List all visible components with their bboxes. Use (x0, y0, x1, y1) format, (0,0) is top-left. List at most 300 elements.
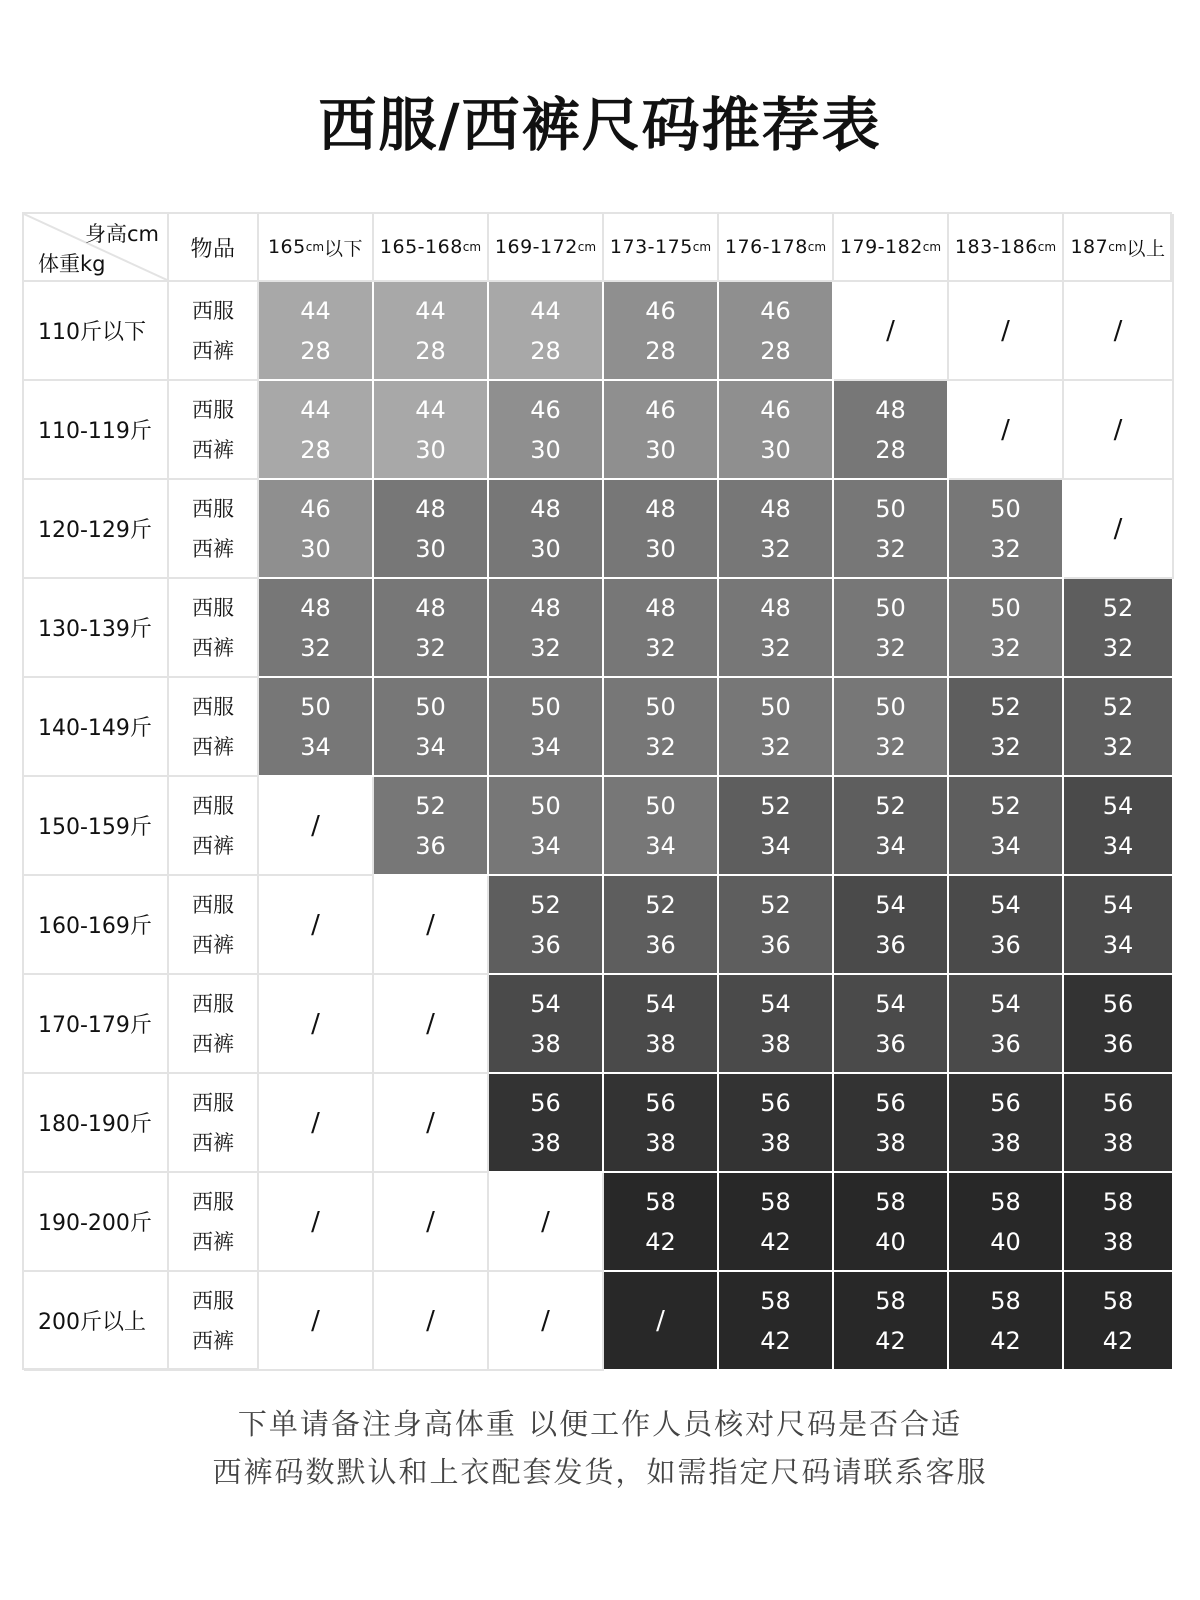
height-column-header (949, 214, 1064, 282)
suit-size: 50 (415, 692, 446, 721)
trousers-size: 38 (530, 1128, 561, 1157)
height-column-header (719, 214, 834, 282)
size-table (22, 212, 1172, 1370)
item-labels (169, 480, 259, 579)
height-range: 187 (1070, 236, 1109, 258)
size-table-grid (22, 212, 1172, 1370)
weight-range-label: 140-149斤 (24, 678, 169, 777)
item-labels (169, 678, 259, 777)
trousers-size: 34 (530, 831, 561, 860)
height-range-suffix: 以上 (1126, 237, 1166, 260)
shipping-note: 西裤码数默认和上衣配套发货，如需指定尺码请联系客服 (212, 1455, 988, 1489)
size-cell (604, 876, 719, 975)
trousers-size: 38 (875, 1128, 906, 1157)
trousers-size: 32 (990, 633, 1021, 662)
size-cell (604, 1173, 719, 1272)
trousers-size: 42 (990, 1326, 1021, 1355)
size-cell (834, 876, 949, 975)
size-cell (489, 579, 604, 678)
unavailable-mark: / (426, 909, 435, 940)
suit-size: 56 (645, 1088, 676, 1117)
unavailable-mark: / (541, 1305, 550, 1336)
size-cell (719, 777, 834, 876)
trousers-size: 30 (530, 534, 561, 563)
height-column-header (834, 214, 949, 282)
item-labels (169, 1173, 259, 1272)
height-range: 176-178 (724, 236, 808, 258)
trousers-size: 32 (1102, 732, 1134, 761)
trousers-size: 32 (645, 732, 676, 761)
trousers-size: 42 (760, 1227, 791, 1256)
trousers-label: 西裤 (192, 1130, 234, 1155)
height-unit: cm (807, 240, 827, 254)
trousers-size: 32 (875, 534, 906, 563)
trousers-size: 28 (530, 336, 561, 365)
size-cell (489, 480, 604, 579)
unavailable-mark: / (656, 1305, 665, 1336)
size-cell (834, 975, 949, 1074)
size-cell (834, 777, 949, 876)
size-cell (834, 480, 949, 579)
size-cell (489, 282, 604, 381)
suit-size: 50 (875, 593, 906, 622)
trousers-label: 西裤 (192, 338, 234, 363)
weight-axis-label: 体重kg (38, 252, 106, 276)
trousers-size: 30 (530, 435, 561, 464)
item-labels (169, 1074, 259, 1173)
trousers-size: 28 (645, 336, 676, 365)
height-unit: cm (1037, 240, 1057, 254)
suit-size: 56 (1102, 989, 1134, 1018)
height-range: 165-168 (379, 236, 463, 258)
suit-size: 58 (1102, 1187, 1134, 1216)
trousers-size: 34 (645, 831, 676, 860)
size-cell-unavailable (604, 1272, 719, 1371)
suit-size: 54 (875, 989, 906, 1018)
suit-size: 48 (875, 395, 906, 424)
suit-size: 50 (990, 593, 1021, 622)
unavailable-mark: / (1113, 414, 1123, 445)
size-cell (604, 480, 719, 579)
height-unit: cm (922, 240, 942, 254)
size-cell-unavailable (374, 1272, 489, 1371)
weight-range-label: 130-139斤 (24, 579, 169, 678)
trousers-size: 34 (1102, 930, 1134, 959)
suit-size: 44 (415, 395, 446, 424)
size-cell (489, 777, 604, 876)
size-cell-unavailable (489, 1272, 604, 1371)
suit-size: 50 (530, 791, 561, 820)
suit-size: 58 (875, 1286, 906, 1315)
height-range: 169-172 (494, 236, 578, 258)
suit-size: 46 (300, 494, 331, 523)
size-cell (259, 480, 374, 579)
item-labels (169, 777, 259, 876)
size-cell (604, 678, 719, 777)
size-cell (374, 480, 489, 579)
size-cell (1064, 678, 1174, 777)
weight-range-label: 150-159斤 (24, 777, 169, 876)
suit-label: 西服 (192, 1288, 234, 1313)
trousers-size: 38 (530, 1029, 561, 1058)
size-cell (834, 1074, 949, 1173)
trousers-size: 36 (415, 831, 446, 860)
suit-size: 56 (760, 1088, 791, 1117)
trousers-size: 36 (760, 930, 791, 959)
suit-size: 58 (760, 1286, 791, 1315)
height-unit: cm (305, 240, 325, 254)
height-range: 165 (267, 236, 306, 258)
unavailable-mark: / (426, 1305, 435, 1336)
trousers-label: 西裤 (192, 635, 234, 660)
size-cell (719, 975, 834, 1074)
size-cell-unavailable (259, 1173, 374, 1272)
item-labels (169, 876, 259, 975)
suit-size: 58 (990, 1187, 1021, 1216)
size-cell (604, 1074, 719, 1173)
weight-range-label: 200斤以上 (24, 1272, 169, 1371)
trousers-size: 34 (1102, 831, 1134, 860)
suit-size: 56 (1102, 1088, 1134, 1117)
suit-size: 50 (300, 692, 331, 721)
suit-size: 50 (760, 692, 791, 721)
size-cell (834, 381, 949, 480)
size-cell (949, 1173, 1064, 1272)
trousers-size: 36 (1102, 1029, 1134, 1058)
trousers-size: 30 (645, 435, 676, 464)
suit-size: 52 (760, 890, 791, 919)
suit-label: 西服 (192, 496, 234, 521)
trousers-size: 32 (875, 732, 906, 761)
suit-label: 西服 (192, 298, 234, 323)
suit-size: 52 (760, 791, 791, 820)
trousers-size: 32 (645, 633, 676, 662)
trousers-size: 36 (530, 930, 561, 959)
trousers-size: 32 (990, 732, 1021, 761)
size-cell (1064, 1074, 1174, 1173)
suit-label: 西服 (192, 1189, 234, 1214)
size-cell (604, 282, 719, 381)
trousers-size: 32 (530, 633, 561, 662)
trousers-size: 28 (875, 435, 906, 464)
trousers-size: 32 (760, 732, 791, 761)
size-cell (1064, 1173, 1174, 1272)
item-labels (169, 1272, 259, 1371)
suit-size: 54 (990, 989, 1021, 1018)
size-cell (719, 678, 834, 777)
suit-size: 50 (875, 494, 906, 523)
suit-size: 54 (990, 890, 1021, 919)
trousers-size: 30 (300, 534, 331, 563)
trousers-size: 42 (875, 1326, 906, 1355)
size-cell (949, 1272, 1064, 1371)
suit-size: 58 (990, 1286, 1021, 1315)
suit-size: 50 (530, 692, 561, 721)
height-unit: cm (692, 240, 712, 254)
unavailable-mark: / (311, 1305, 320, 1336)
unavailable-mark: / (311, 1206, 320, 1237)
suit-label: 西服 (192, 1090, 234, 1115)
size-cell (604, 381, 719, 480)
suit-size: 48 (530, 593, 561, 622)
trousers-label: 西裤 (192, 833, 234, 858)
trousers-label: 西裤 (192, 1328, 234, 1353)
unavailable-mark: / (1001, 315, 1010, 346)
trousers-label: 西裤 (192, 734, 234, 759)
size-cell-unavailable (374, 975, 489, 1074)
unavailable-mark: / (311, 909, 320, 940)
suit-size: 46 (760, 395, 791, 424)
suit-size: 48 (415, 593, 446, 622)
trousers-label: 西裤 (192, 932, 234, 957)
size-cell (949, 876, 1064, 975)
item-labels (169, 282, 259, 381)
size-cell-unavailable (834, 282, 949, 381)
height-axis-label: 身高cm (84, 222, 159, 246)
suit-label: 西服 (192, 595, 234, 620)
size-cell (949, 579, 1064, 678)
height-unit: cm (1108, 240, 1127, 254)
suit-size: 52 (415, 791, 446, 820)
suit-size: 56 (875, 1088, 906, 1117)
trousers-size: 36 (875, 1029, 906, 1058)
trousers-size: 32 (760, 534, 791, 563)
suit-size: 44 (530, 296, 561, 325)
size-cell (719, 579, 834, 678)
trousers-size: 32 (300, 633, 331, 662)
trousers-label: 西裤 (192, 1229, 234, 1254)
size-cell (719, 1173, 834, 1272)
size-cell (259, 678, 374, 777)
trousers-size: 38 (645, 1128, 676, 1157)
size-cell (949, 1074, 1064, 1173)
size-cell (374, 777, 489, 876)
suit-label: 西服 (192, 892, 234, 917)
suit-size: 48 (760, 593, 791, 622)
height-unit: cm (462, 240, 482, 254)
size-cell (834, 579, 949, 678)
height-column-header (374, 214, 489, 282)
size-cell-unavailable (259, 1074, 374, 1173)
suit-size: 52 (875, 791, 906, 820)
suit-size: 54 (875, 890, 906, 919)
weight-range-label: 170-179斤 (24, 975, 169, 1074)
size-cell-unavailable (949, 282, 1064, 381)
suit-size: 58 (645, 1187, 676, 1216)
suit-label: 西服 (192, 694, 234, 719)
suit-size: 54 (530, 989, 561, 1018)
trousers-size: 30 (415, 534, 446, 563)
size-cell (949, 975, 1064, 1074)
unavailable-mark: / (426, 1008, 435, 1039)
order-note: 下单请备注身高体重 以便工作人员核对尺码是否合适 (237, 1407, 963, 1441)
suit-size: 46 (645, 296, 676, 325)
size-cell (719, 1074, 834, 1173)
suit-size: 48 (645, 593, 676, 622)
trousers-size: 30 (415, 435, 446, 464)
size-cell-unavailable (259, 876, 374, 975)
suit-size: 58 (1102, 1286, 1134, 1315)
trousers-size: 40 (990, 1227, 1021, 1256)
trousers-size: 42 (645, 1227, 676, 1256)
trousers-size: 28 (760, 336, 791, 365)
size-cell (489, 876, 604, 975)
item-column-header: 物品 (169, 214, 259, 282)
suit-label: 西服 (192, 397, 234, 422)
trousers-size: 40 (875, 1227, 906, 1256)
size-cell (719, 876, 834, 975)
size-cell (374, 282, 489, 381)
suit-size: 56 (530, 1088, 561, 1117)
height-column-header (259, 214, 374, 282)
size-cell-unavailable (949, 381, 1064, 480)
size-cell-unavailable (489, 1173, 604, 1272)
height-range: 173-175 (609, 236, 693, 258)
suit-size: 46 (760, 296, 791, 325)
trousers-size: 36 (990, 1029, 1021, 1058)
suit-size: 48 (300, 593, 331, 622)
size-cell-unavailable (259, 777, 374, 876)
suit-size: 48 (760, 494, 791, 523)
weight-range-label: 160-169斤 (24, 876, 169, 975)
size-cell (374, 678, 489, 777)
size-cell (489, 381, 604, 480)
unavailable-mark: / (426, 1206, 435, 1237)
trousers-size: 32 (990, 534, 1021, 563)
suit-size: 54 (645, 989, 676, 1018)
trousers-label: 西裤 (192, 437, 234, 462)
unavailable-mark: / (1001, 414, 1010, 445)
suit-size: 56 (990, 1088, 1021, 1117)
trousers-size: 36 (990, 930, 1021, 959)
trousers-size: 32 (415, 633, 446, 662)
suit-size: 58 (875, 1187, 906, 1216)
suit-size: 52 (1102, 593, 1134, 622)
height-range: 179-182 (839, 236, 923, 258)
size-cell (1064, 975, 1174, 1074)
trousers-size: 28 (415, 336, 446, 365)
trousers-label: 西裤 (192, 536, 234, 561)
unavailable-mark: / (1113, 315, 1123, 346)
size-cell (1064, 1272, 1174, 1371)
size-cell (604, 975, 719, 1074)
suit-size: 48 (645, 494, 676, 523)
suit-label: 西服 (192, 793, 234, 818)
trousers-size: 38 (760, 1029, 791, 1058)
height-range: 183-186 (954, 236, 1038, 258)
size-cell (489, 975, 604, 1074)
suit-label: 西服 (192, 991, 234, 1016)
size-cell (949, 678, 1064, 777)
trousers-size: 34 (300, 732, 331, 761)
size-cell (1064, 876, 1174, 975)
suit-size: 48 (415, 494, 446, 523)
suit-size: 52 (530, 890, 561, 919)
size-cell (489, 678, 604, 777)
size-cell-unavailable (259, 1272, 374, 1371)
size-cell (719, 480, 834, 579)
trousers-size: 36 (875, 930, 906, 959)
trousers-size: 42 (760, 1326, 791, 1355)
trousers-size: 38 (1102, 1227, 1134, 1256)
height-column-header (489, 214, 604, 282)
suit-size: 52 (990, 692, 1021, 721)
size-cell (949, 777, 1064, 876)
size-cell (259, 579, 374, 678)
suit-size: 48 (530, 494, 561, 523)
size-cell (374, 579, 489, 678)
unavailable-mark: / (311, 1107, 320, 1138)
size-cell-unavailable (374, 1173, 489, 1272)
trousers-size: 32 (875, 633, 906, 662)
suit-size: 46 (530, 395, 561, 424)
suit-size: 50 (645, 791, 676, 820)
unavailable-mark: / (1113, 513, 1123, 544)
height-range-suffix: 以下 (324, 237, 364, 260)
size-cell (834, 678, 949, 777)
unavailable-mark: / (311, 810, 320, 841)
weight-range-label: 190-200斤 (24, 1173, 169, 1272)
item-labels (169, 975, 259, 1074)
weight-range-label: 110-119斤 (24, 381, 169, 480)
weight-range-label: 110斤以下 (24, 282, 169, 381)
size-cell-unavailable (1064, 282, 1174, 381)
size-cell (604, 777, 719, 876)
unavailable-mark: / (541, 1206, 550, 1237)
trousers-size: 36 (645, 930, 676, 959)
item-labels (169, 579, 259, 678)
suit-size: 50 (645, 692, 676, 721)
suit-size: 54 (1102, 890, 1134, 919)
trousers-size: 32 (1102, 633, 1134, 662)
size-cell (1064, 777, 1174, 876)
unavailable-mark: / (311, 1008, 320, 1039)
weight-range-label: 120-129斤 (24, 480, 169, 579)
trousers-size: 34 (760, 831, 791, 860)
size-cell (259, 381, 374, 480)
suit-size: 44 (300, 296, 331, 325)
trousers-size: 32 (760, 633, 791, 662)
item-labels (169, 381, 259, 480)
size-cell (604, 579, 719, 678)
trousers-size: 38 (760, 1128, 791, 1157)
trousers-size: 42 (1102, 1326, 1134, 1355)
suit-size: 50 (875, 692, 906, 721)
trousers-size: 34 (875, 831, 906, 860)
size-cell (834, 1173, 949, 1272)
suit-size: 54 (760, 989, 791, 1018)
trousers-size: 34 (530, 732, 561, 761)
size-cell (949, 480, 1064, 579)
page-title: 西服/西裤尺码推荐表 (318, 91, 882, 159)
unavailable-mark: / (886, 315, 895, 346)
size-cell-unavailable (1064, 480, 1174, 579)
size-cell-unavailable (259, 975, 374, 1074)
size-cell (259, 282, 374, 381)
trousers-size: 28 (300, 336, 331, 365)
trousers-size: 38 (990, 1128, 1021, 1157)
weight-range-label: 180-190斤 (24, 1074, 169, 1173)
size-cell-unavailable (1064, 381, 1174, 480)
trousers-label: 西裤 (192, 1031, 234, 1056)
trousers-size: 38 (645, 1029, 676, 1058)
suit-size: 52 (990, 791, 1021, 820)
suit-size: 52 (1102, 692, 1134, 721)
unavailable-mark: / (426, 1107, 435, 1138)
trousers-size: 34 (990, 831, 1021, 860)
table-corner-header (24, 214, 169, 282)
size-cell (489, 1074, 604, 1173)
